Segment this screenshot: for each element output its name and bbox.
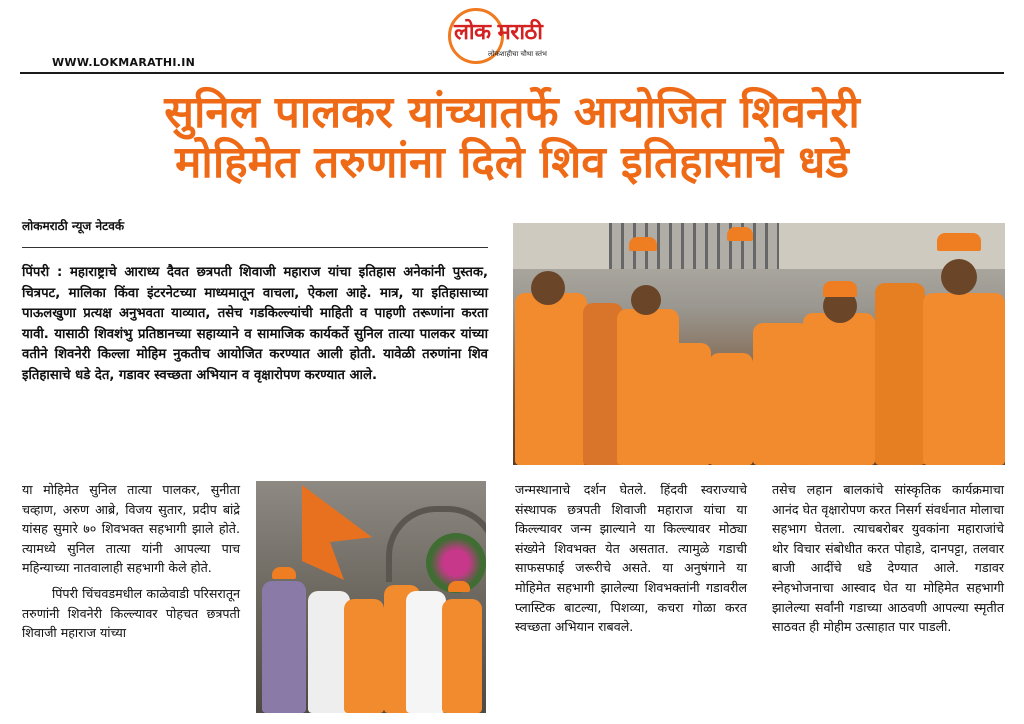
column-1-paragraph-2: पिंपरी चिंचवडमधील काळेवाडी परिसरातून तरुणांनी शिवनेरी किल्ल्यावर पोहचत छत्रपती शिवाजी महाराज यांच्या: [22, 585, 240, 641]
logo-text: लोक मराठी: [454, 20, 543, 45]
photo-head: [631, 285, 661, 315]
photo-person: [406, 591, 446, 713]
photo-person: [262, 581, 306, 713]
photo-person: [709, 353, 753, 465]
headline-line-1: सुनिल पालकर यांच्यातर्फे आयोजित शिवनेरी: [164, 87, 860, 138]
photo-person: [344, 599, 384, 713]
saffron-flag-icon: [302, 485, 372, 580]
photo-head: [531, 271, 565, 305]
photo-person: [663, 343, 711, 465]
website-url[interactable]: WWW.LOKMARATHI.IN: [52, 56, 196, 69]
article-column-2: जन्मस्थानाचे दर्शन घेतले. हिंदवी स्वराज्याचे संस्थापक छत्रपती शिवाजी महाराज यांचा या किल्ल्यावर जन्म झाल्याने या किल्ल्यावर मोठ्या संख्येने शिवभक्त येत असतात. त्यामुळे गडाची साफसफाई जरूरीचे असते. या अनुषंगाने या मोहिमेत सहभागी झालेल्या शिवभक्तांनी गडावरील प्लास्टिक बाटल्या, पिशव्या, कचरा गोळा करत स्वच्छता अभियान राबवले.: [515, 482, 747, 635]
masthead-divider: [20, 72, 1004, 74]
photo-person: [515, 293, 587, 465]
column-1-paragraph-1: या मोहिमेत सुनिल तात्या पालकर, सुनीता चव्हाण, अरुण आब्रे, विजय सुतार, प्रदीप बांद्रे यांसह सुमारे ७० शिवभक्त सहभागी झाले होते. त्यामध्ये सुनिल तात्या यांनी आपल्या पाच महिन्याच्या नातवालाही सहभागी केले होते.: [22, 482, 240, 576]
photo-cap: [937, 233, 981, 251]
photo-cap: [448, 581, 470, 592]
photo-cap: [272, 567, 296, 579]
photo-cap: [727, 227, 753, 241]
photo-person: [875, 283, 925, 465]
logo-tagline: लोकशाहीचा चौथा स्तंभ: [488, 50, 547, 58]
article-headline: [14, 88, 1010, 188]
photo-person: [923, 293, 1005, 465]
photo-person: [803, 313, 875, 465]
photo-person: [753, 323, 809, 465]
masthead: [0, 0, 1024, 72]
article-column-1: [22, 480, 240, 643]
photo-cap: [823, 281, 857, 297]
byline: लोकमराठी न्यूज नेटवर्क: [22, 219, 125, 233]
headline-line-2: मोहिमेत तरुणांना दिले शिव इतिहासाचे धडे: [175, 137, 849, 188]
photo-cap: [629, 237, 657, 251]
lokmarathi-logo[interactable]: [448, 6, 558, 64]
photo-head: [941, 259, 977, 295]
article-column-3: तसेच लहान बालकांचे सांस्कृतिक कार्यक्रमाचा आनंद घेत वृक्षारोपण करत निसर्ग संवर्धनात मोलाचा सहभाग घेतला. त्याचबरोबर युवकांना महाराजांचे थोर विचार संबोधीत करत पोहाडे, दानपट्टा, तलवार बाजी आदींचे धडे देण्यात आले. गडावर स्नेहभोजनाचा आस्वाद घेत या मोहिमेत सहभागी झालेल्या सर्वांनी गडाच्या आठवणी आपल्या स्मृतीत साठवत ही मोहीम उत्साहात पार पाडली.: [772, 482, 1004, 635]
lead-paragraph: पिंपरी : महाराष्ट्राचे आराध्य दैवत छत्रपती शिवाजी महाराज यांचा इतिहास अनेकांनी पुस्तक, चित्रपट, मालिका किंवा इंटरनेटच्या माध्यमातून वाचला, ऐकला आहे. मात्र, या इतिहासाच्या पाऊलखुणा प्रत्यक्ष अनुभवता याव्यात, तसेच गडकिल्ल्यांची माहिती व पाहणी तरूणांना करता यावी. यासाठी शिवशंभु प्रतिष्ठानच्या सहाय्याने व सामाजिक कार्यकर्ते सुनिल तात्या पालकर यांच्या वतीने शिवनेरी किल्ला मोहिम नुकतीच आयोजित करण्यात आली होती. यावेळी तरुणांना शिव इतिहासाचे धडे देत, गडावर स्वच्छता अभियान व वृक्षारोपण करण्यात आले.: [22, 265, 488, 383]
photo-person: [442, 599, 482, 713]
byline-divider: [22, 247, 488, 248]
group-photo-fort-gate: [513, 223, 1005, 465]
flag-bearers-photo: [256, 481, 486, 713]
